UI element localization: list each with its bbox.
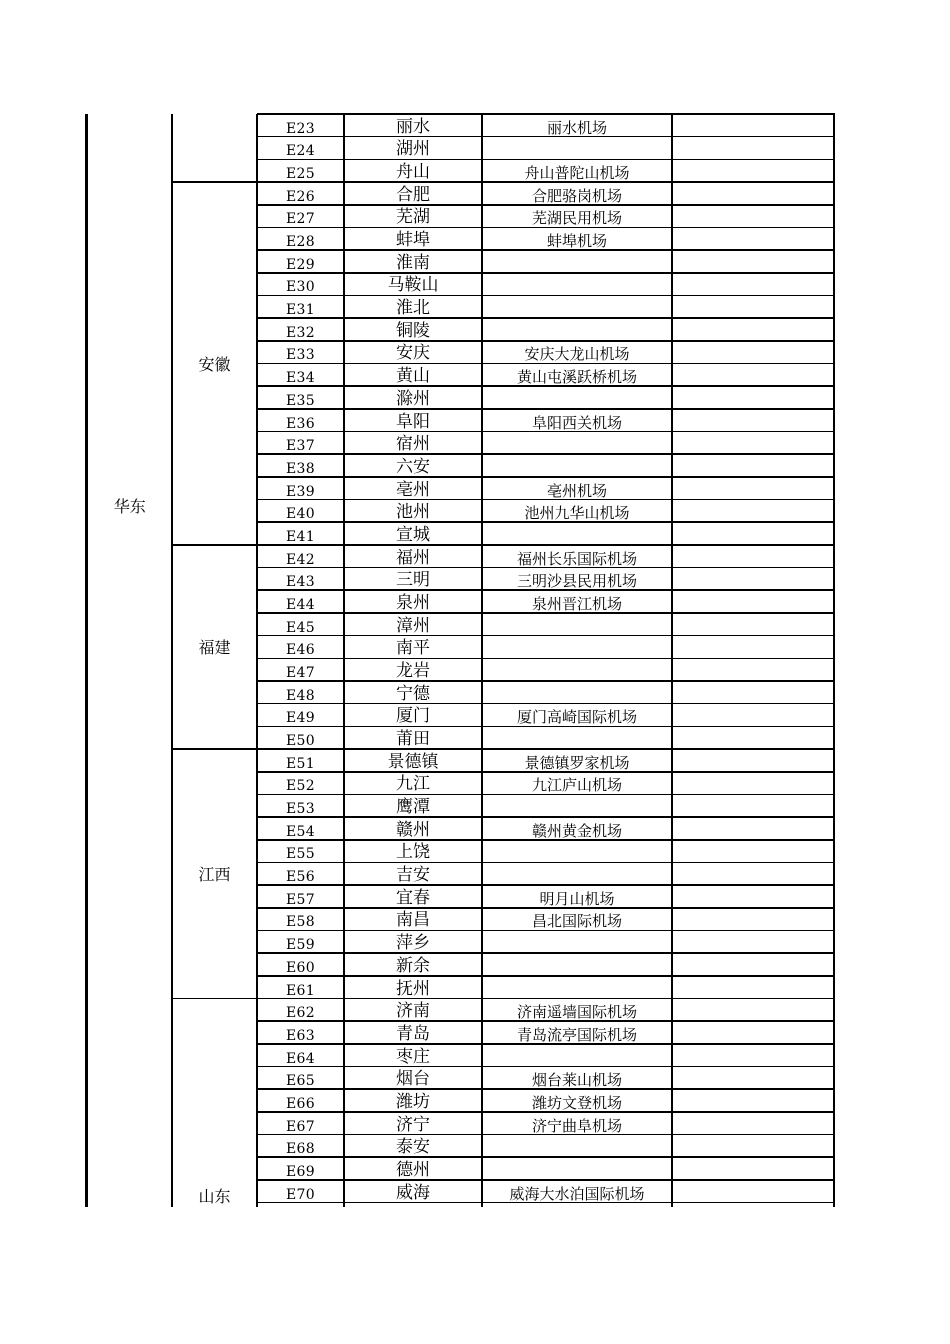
empty-cell — [672, 1021, 834, 1044]
empty-cell — [672, 590, 834, 613]
airport-cell: 青岛流亭国际机场 — [516, 1025, 637, 1044]
airport-cell: 舟山普陀山机场 — [524, 164, 630, 183]
city-cell: 龙岩 — [396, 660, 430, 681]
airport-cell: 福州长乐国际机场 — [516, 549, 637, 568]
empty-cell — [672, 295, 834, 318]
city-cell: 宣城 — [396, 524, 430, 545]
city-cell: 宜春 — [396, 887, 430, 908]
code-cell: E55 — [286, 846, 315, 863]
city-cell: 宿州 — [396, 434, 430, 455]
empty-cell — [672, 772, 834, 795]
code-cell: E51 — [286, 755, 315, 772]
code-cell: E36 — [286, 415, 315, 432]
city-cell: 亳州 — [396, 479, 430, 500]
city-cell: 济南 — [396, 1001, 430, 1022]
empty-cell — [672, 137, 834, 160]
empty-cell — [672, 999, 834, 1022]
airport-cell — [482, 930, 672, 953]
empty-cell — [672, 658, 834, 681]
city-cell: 吉安 — [396, 865, 430, 886]
city-cell: 萍乡 — [396, 933, 430, 954]
airport-cell: 明月山机场 — [539, 889, 615, 908]
airport-cell: 芜湖民用机场 — [531, 209, 622, 228]
empty-cell — [672, 500, 834, 523]
empty-cell — [672, 341, 834, 364]
empty-cell — [672, 862, 834, 885]
city-cell: 马鞍山 — [387, 275, 439, 296]
airport-cell: 九江庐山机场 — [531, 776, 622, 795]
code-cell: E24 — [286, 143, 315, 160]
code-cell: E29 — [286, 256, 315, 273]
city-cell: 鹰潭 — [396, 797, 430, 818]
city-cell: 福州 — [396, 547, 430, 568]
province-label: 山东 — [198, 1186, 231, 1206]
code-cell: E25 — [286, 166, 315, 183]
city-cell: 宁德 — [396, 683, 430, 704]
airport-cell: 蚌埠机场 — [546, 232, 607, 251]
code-cell: E37 — [286, 438, 315, 455]
empty-cell — [672, 182, 834, 205]
airport-cell — [482, 1044, 672, 1067]
airport-cell: 丽水机场 — [546, 118, 607, 137]
airport-cell — [482, 454, 672, 477]
province-label: 安徽 — [198, 354, 231, 374]
city-cell: 蚌埠 — [396, 230, 430, 251]
code-cell: E45 — [286, 619, 315, 636]
airport-cell — [482, 318, 672, 341]
airport-cell — [482, 1157, 672, 1180]
city-cell: 阜阳 — [396, 411, 430, 432]
airport-cell — [482, 726, 672, 749]
airport-cell: 三明沙县民用机场 — [516, 572, 637, 591]
city-cell: 厦门 — [396, 706, 430, 727]
city-cell: 枣庄 — [396, 1046, 430, 1067]
empty-cell — [672, 817, 834, 840]
empty-cell — [672, 885, 834, 908]
province-label: 江西 — [198, 865, 231, 885]
city-cell: 芜湖 — [396, 207, 430, 228]
airport-cell — [482, 613, 672, 636]
code-cell: E32 — [286, 324, 315, 341]
code-cell: E70 — [286, 1186, 315, 1203]
city-cell: 合肥 — [396, 184, 430, 205]
airport-cell — [482, 862, 672, 885]
region-left-border-inner — [87, 114, 88, 1207]
empty-cell — [672, 159, 834, 182]
city-cell: 泉州 — [396, 592, 430, 613]
code-cell: E69 — [286, 1163, 315, 1180]
code-cell: E33 — [286, 347, 315, 364]
city-cell: 湖州 — [396, 139, 430, 160]
airport-cell — [482, 295, 672, 318]
empty-cell — [672, 318, 834, 341]
code-cell: E58 — [286, 914, 315, 931]
city-cell: 淮北 — [396, 298, 430, 319]
city-cell: 淮南 — [396, 252, 430, 273]
empty-cell — [672, 227, 834, 250]
empty-cell — [672, 613, 834, 636]
airport-cell: 昌北国际机场 — [531, 912, 622, 931]
code-cell: E64 — [286, 1050, 315, 1067]
city-cell: 济宁 — [396, 1114, 430, 1135]
empty-cell — [672, 273, 834, 296]
empty-cell — [672, 930, 834, 953]
code-cell: E52 — [286, 778, 315, 795]
city-cell: 南昌 — [396, 910, 430, 931]
city-cell: 景德镇 — [387, 751, 439, 772]
code-cell: E59 — [286, 937, 315, 954]
code-cell: E23 — [286, 120, 315, 137]
code-cell: E53 — [286, 801, 315, 818]
airport-cell: 潍坊文登机场 — [531, 1093, 622, 1112]
city-cell: 烟台 — [396, 1069, 430, 1090]
city-cell: 潍坊 — [396, 1091, 430, 1112]
city-cell: 南平 — [396, 638, 430, 659]
airport-cell: 烟台莱山机场 — [531, 1071, 622, 1090]
code-cell: E30 — [286, 279, 315, 296]
province-label: 福建 — [198, 638, 231, 658]
empty-cell — [672, 1044, 834, 1067]
empty-cell — [672, 477, 834, 500]
airport-cell: 安庆大龙山机场 — [524, 345, 630, 364]
code-cell: E44 — [286, 596, 315, 613]
empty-cell — [672, 1067, 834, 1090]
airport-cell: 阜阳西关机场 — [531, 413, 622, 432]
airport-cell — [482, 273, 672, 296]
airport-cell: 威海大水泊国际机场 — [509, 1184, 645, 1203]
city-cell: 舟山 — [396, 162, 430, 183]
airport-cell: 合肥骆岗机场 — [531, 186, 622, 205]
city-cell: 三明 — [396, 570, 430, 591]
empty-cell — [672, 1089, 834, 1112]
code-cell: E62 — [286, 1005, 315, 1022]
airport-cell: 济宁曲阜机场 — [531, 1116, 622, 1135]
city-cell: 威海 — [396, 1182, 430, 1203]
city-cell: 滁州 — [396, 388, 430, 409]
empty-cell — [672, 454, 834, 477]
empty-cell — [672, 1135, 834, 1158]
airport-cell: 济南遥墙国际机场 — [516, 1003, 637, 1022]
airport-cell: 黄山屯溪跃桥机场 — [516, 368, 637, 387]
empty-cell — [672, 1180, 834, 1203]
airport-cell — [482, 953, 672, 976]
code-cell: E38 — [286, 460, 315, 477]
city-cell: 安庆 — [396, 343, 430, 364]
empty-cell — [672, 908, 834, 931]
code-cell: E41 — [286, 528, 315, 545]
airport-cell: 厦门高崎国际机场 — [516, 708, 637, 727]
region-label: 华东 — [113, 497, 146, 517]
code-cell: E49 — [286, 710, 315, 727]
empty-cell — [672, 976, 834, 999]
code-cell: E56 — [286, 869, 315, 886]
empty-cell — [672, 749, 834, 772]
airport-cell — [482, 432, 672, 455]
province-label — [172, 114, 257, 182]
code-cell: E43 — [286, 574, 315, 591]
empty-cell — [672, 409, 834, 432]
airport-cell — [482, 250, 672, 273]
code-cell: E35 — [286, 392, 315, 409]
city-cell: 六安 — [396, 456, 430, 477]
city-cell: 铜陵 — [396, 320, 430, 341]
code-cell: E57 — [286, 891, 315, 908]
code-cell: E26 — [286, 188, 315, 205]
city-cell: 新余 — [396, 955, 430, 976]
code-cell: E28 — [286, 234, 315, 251]
airport-cell — [482, 681, 672, 704]
airport-cell — [482, 794, 672, 817]
city-cell: 德州 — [396, 1159, 430, 1180]
airport-cell — [482, 976, 672, 999]
empty-cell — [672, 545, 834, 568]
empty-cell — [672, 568, 834, 591]
airport-cell — [482, 1135, 672, 1158]
code-cell: E39 — [286, 483, 315, 500]
code-cell: E67 — [286, 1118, 315, 1135]
city-cell: 泰安 — [396, 1137, 430, 1158]
airport-cell — [482, 386, 672, 409]
airport-cell — [482, 840, 672, 863]
city-cell: 抚州 — [396, 978, 430, 999]
empty-cell — [672, 636, 834, 659]
empty-cell — [672, 114, 834, 137]
city-cell: 漳州 — [396, 615, 430, 636]
airport-cell: 泉州晋江机场 — [531, 594, 622, 613]
code-cell: E66 — [286, 1095, 315, 1112]
code-cell: E42 — [286, 551, 315, 568]
code-cell: E48 — [286, 687, 315, 704]
code-cell: E40 — [286, 506, 315, 523]
code-cell: E47 — [286, 664, 315, 681]
empty-cell — [672, 250, 834, 273]
city-cell: 莆田 — [396, 729, 430, 750]
code-cell: E60 — [286, 959, 315, 976]
empty-cell — [672, 386, 834, 409]
airport-cell — [482, 658, 672, 681]
empty-cell — [672, 681, 834, 704]
city-cell: 池州 — [396, 502, 430, 523]
empty-cell — [672, 1112, 834, 1135]
code-cell: E68 — [286, 1141, 315, 1158]
empty-cell — [672, 522, 834, 545]
empty-cell — [672, 1157, 834, 1180]
code-cell: E65 — [286, 1073, 315, 1090]
code-cell: E27 — [286, 211, 315, 228]
code-cell: E63 — [286, 1027, 315, 1044]
airport-cell — [482, 522, 672, 545]
empty-cell — [672, 726, 834, 749]
empty-cell — [672, 794, 834, 817]
empty-cell — [672, 953, 834, 976]
code-cell: E46 — [286, 642, 315, 659]
airport-cell — [482, 636, 672, 659]
code-cell: E54 — [286, 823, 315, 840]
city-cell: 丽水 — [396, 116, 430, 137]
empty-cell — [672, 205, 834, 228]
empty-cell — [672, 840, 834, 863]
code-cell: E34 — [286, 370, 315, 387]
city-cell: 上饶 — [396, 842, 430, 863]
city-cell: 黄山 — [396, 366, 430, 387]
airport-cell: 亳州机场 — [546, 481, 607, 500]
code-cell: E31 — [286, 302, 315, 319]
city-cell: 九江 — [396, 774, 430, 795]
airport-cell: 池州九华山机场 — [524, 504, 630, 523]
code-cell: E61 — [286, 982, 315, 999]
city-cell: 青岛 — [396, 1023, 430, 1044]
airport-cell — [482, 137, 672, 160]
airport-cell: 景德镇罗家机场 — [524, 753, 630, 772]
empty-cell — [672, 432, 834, 455]
empty-cell — [672, 704, 834, 727]
empty-cell — [672, 363, 834, 386]
city-cell: 赣州 — [396, 819, 430, 840]
airport-cell: 赣州黄金机场 — [531, 821, 622, 840]
code-cell: E50 — [286, 733, 315, 750]
